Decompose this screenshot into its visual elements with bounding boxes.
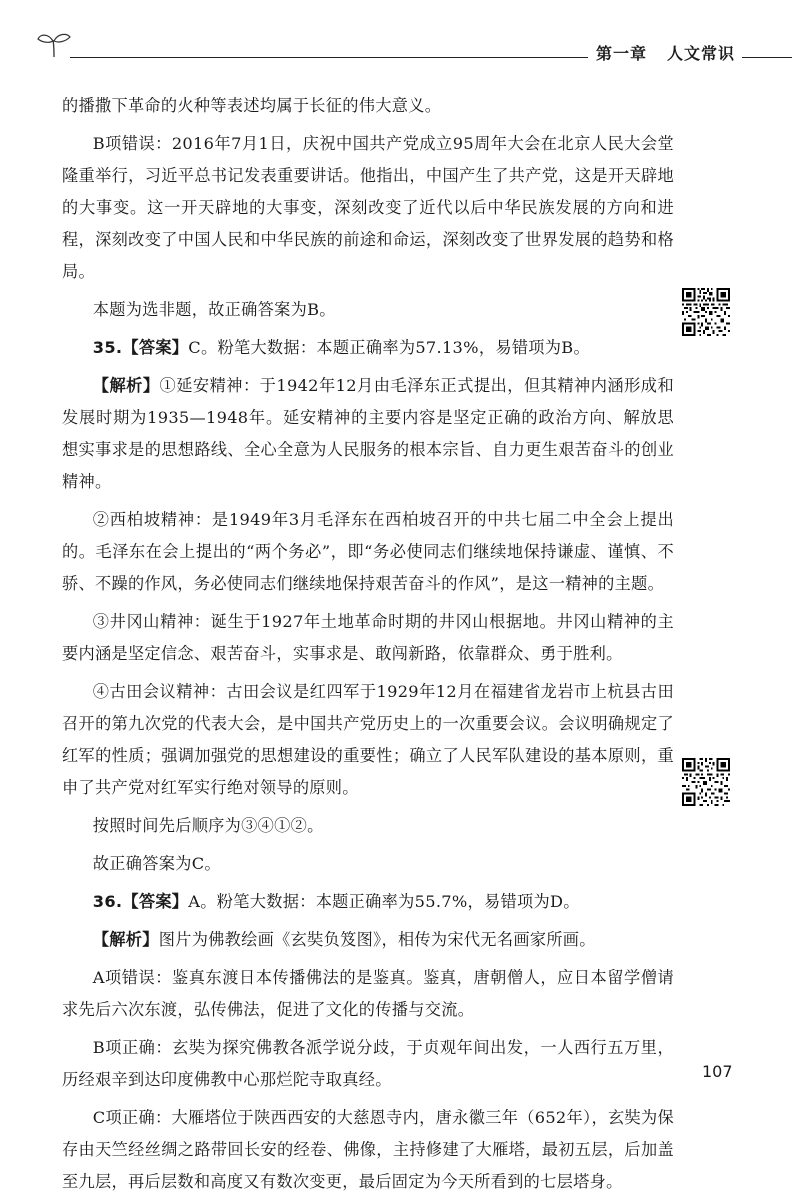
analysis-35: 【解析】①延安精神：于1942年12月由毛泽东正式提出，但其精神内涵形成和发展时期为1935—1948年。延安精神的主要内容是坚定正确的政治方向、解放思想实事求是的思想路线、全心全意为人民服务的根本宗旨、自力更生艰苦奋斗的创业精神。: [62, 376, 674, 491]
analysis-tag: 【解析】: [92, 930, 159, 949]
header-rule: [70, 57, 588, 58]
paragraph: 的播撒下革命的火种等表述均属于长征的伟大意义。: [62, 96, 442, 115]
paragraph: C项正确：大雁塔位于陕西西安的大慈恩寺内，唐永徽三年（652年），玄奘为保存由天竺经丝绸之路带回长安的经卷、佛像，主持修建了大雁塔，最初五层，后加盖至九层，再后层数和高度又有数次变更，最后固定为今天所看到的七层塔身。: [62, 1108, 674, 1191]
paragraph: ②西柏坡精神：是1949年3月毛泽东在西柏坡召开的中共七届二中全会上提出的。毛泽东在会上提出的“两个务必”，即“务必使同志们继续地保持谦虚、谨慎、不骄、不躁的作风，务必使同志们继续地保持艰苦奋斗的作风”，是这一精神的主题。: [62, 510, 674, 593]
paragraph: B项错误：2016年7月1日，庆祝中国共产党成立95周年大会在北京人民大会堂隆重举行，习近平总书记发表重要讲话。他指出，中国产生了共产党，这是开天辟地的大事变。这一开天辟地的大事变，深刻改变了近代以后中华民族发展的方向和进程，深刻改变了中国人民和中华民族的前途和命运，深刻改变了世界发展的趋势和格局。: [62, 134, 674, 281]
paragraph: 故正确答案为C。: [92, 854, 221, 873]
answer-tag: 36.【答案】: [92, 892, 189, 911]
page-header-title: [596, 41, 735, 64]
section-label: 人文常识: [667, 44, 736, 63]
header-rule: [742, 57, 792, 58]
answer-tag: 35.【答案】: [92, 338, 189, 357]
answer-36: 36.【答案】A。粉笔大数据：本题正确率为55.7%，易错项为D。: [92, 892, 580, 911]
paragraph: A项错误：鉴真东渡日本传播佛法的是鉴真。鉴真，唐朝僧人，应日本留学僧请求先后六次东渡，弘传佛法，促进了文化的传播与交流。: [62, 968, 674, 1019]
analysis-36: 【解析】图片为佛教绘画《玄奘负笈图》，相传为宋代无名画家所画。: [92, 930, 596, 949]
sprout-icon: [36, 30, 72, 58]
paragraph: ③井冈山精神：诞生于1927年土地革命时期的井冈山根据地。井冈山精神的主要内涵是坚定信念、艰苦奋斗，实事求是、敢闯新路，依靠群众、勇于胜利。: [62, 612, 674, 663]
analysis-tag: 【解析】: [92, 376, 160, 395]
answer-35: 35.【答案】C。粉笔大数据：本题正确率为57.13%，易错项为B。: [92, 338, 590, 357]
paragraph: 按照时间先后顺序为③④①②。: [92, 816, 324, 835]
chapter-label: 第一章: [596, 44, 648, 63]
page-body: [62, 90, 674, 1204]
qr-code-icon[interactable]: [682, 758, 730, 806]
paragraph: ④古田会议精神：古田会议是红四军于1929年12月在福建省龙岩市上杭县古田召开的第九次党的代表大会，是中国共产党历史上的一次重要会议。会议明确规定了红军的性质；强调加强党的思想建设的重要性；确立了人民军队建设的基本原则，重申了共产党对红军实行绝对领导的原则。: [62, 682, 674, 797]
paragraph: B项正确：玄奘为探究佛教各派学说分歧，于贞观年间出发，一人西行五万里，历经艰辛到达印度佛教中心那烂陀寺取真经。: [62, 1038, 674, 1089]
paragraph: 本题为选非题，故正确答案为B。: [92, 300, 336, 319]
page-number: 107: [702, 1062, 733, 1081]
qr-code-icon[interactable]: [682, 288, 730, 336]
